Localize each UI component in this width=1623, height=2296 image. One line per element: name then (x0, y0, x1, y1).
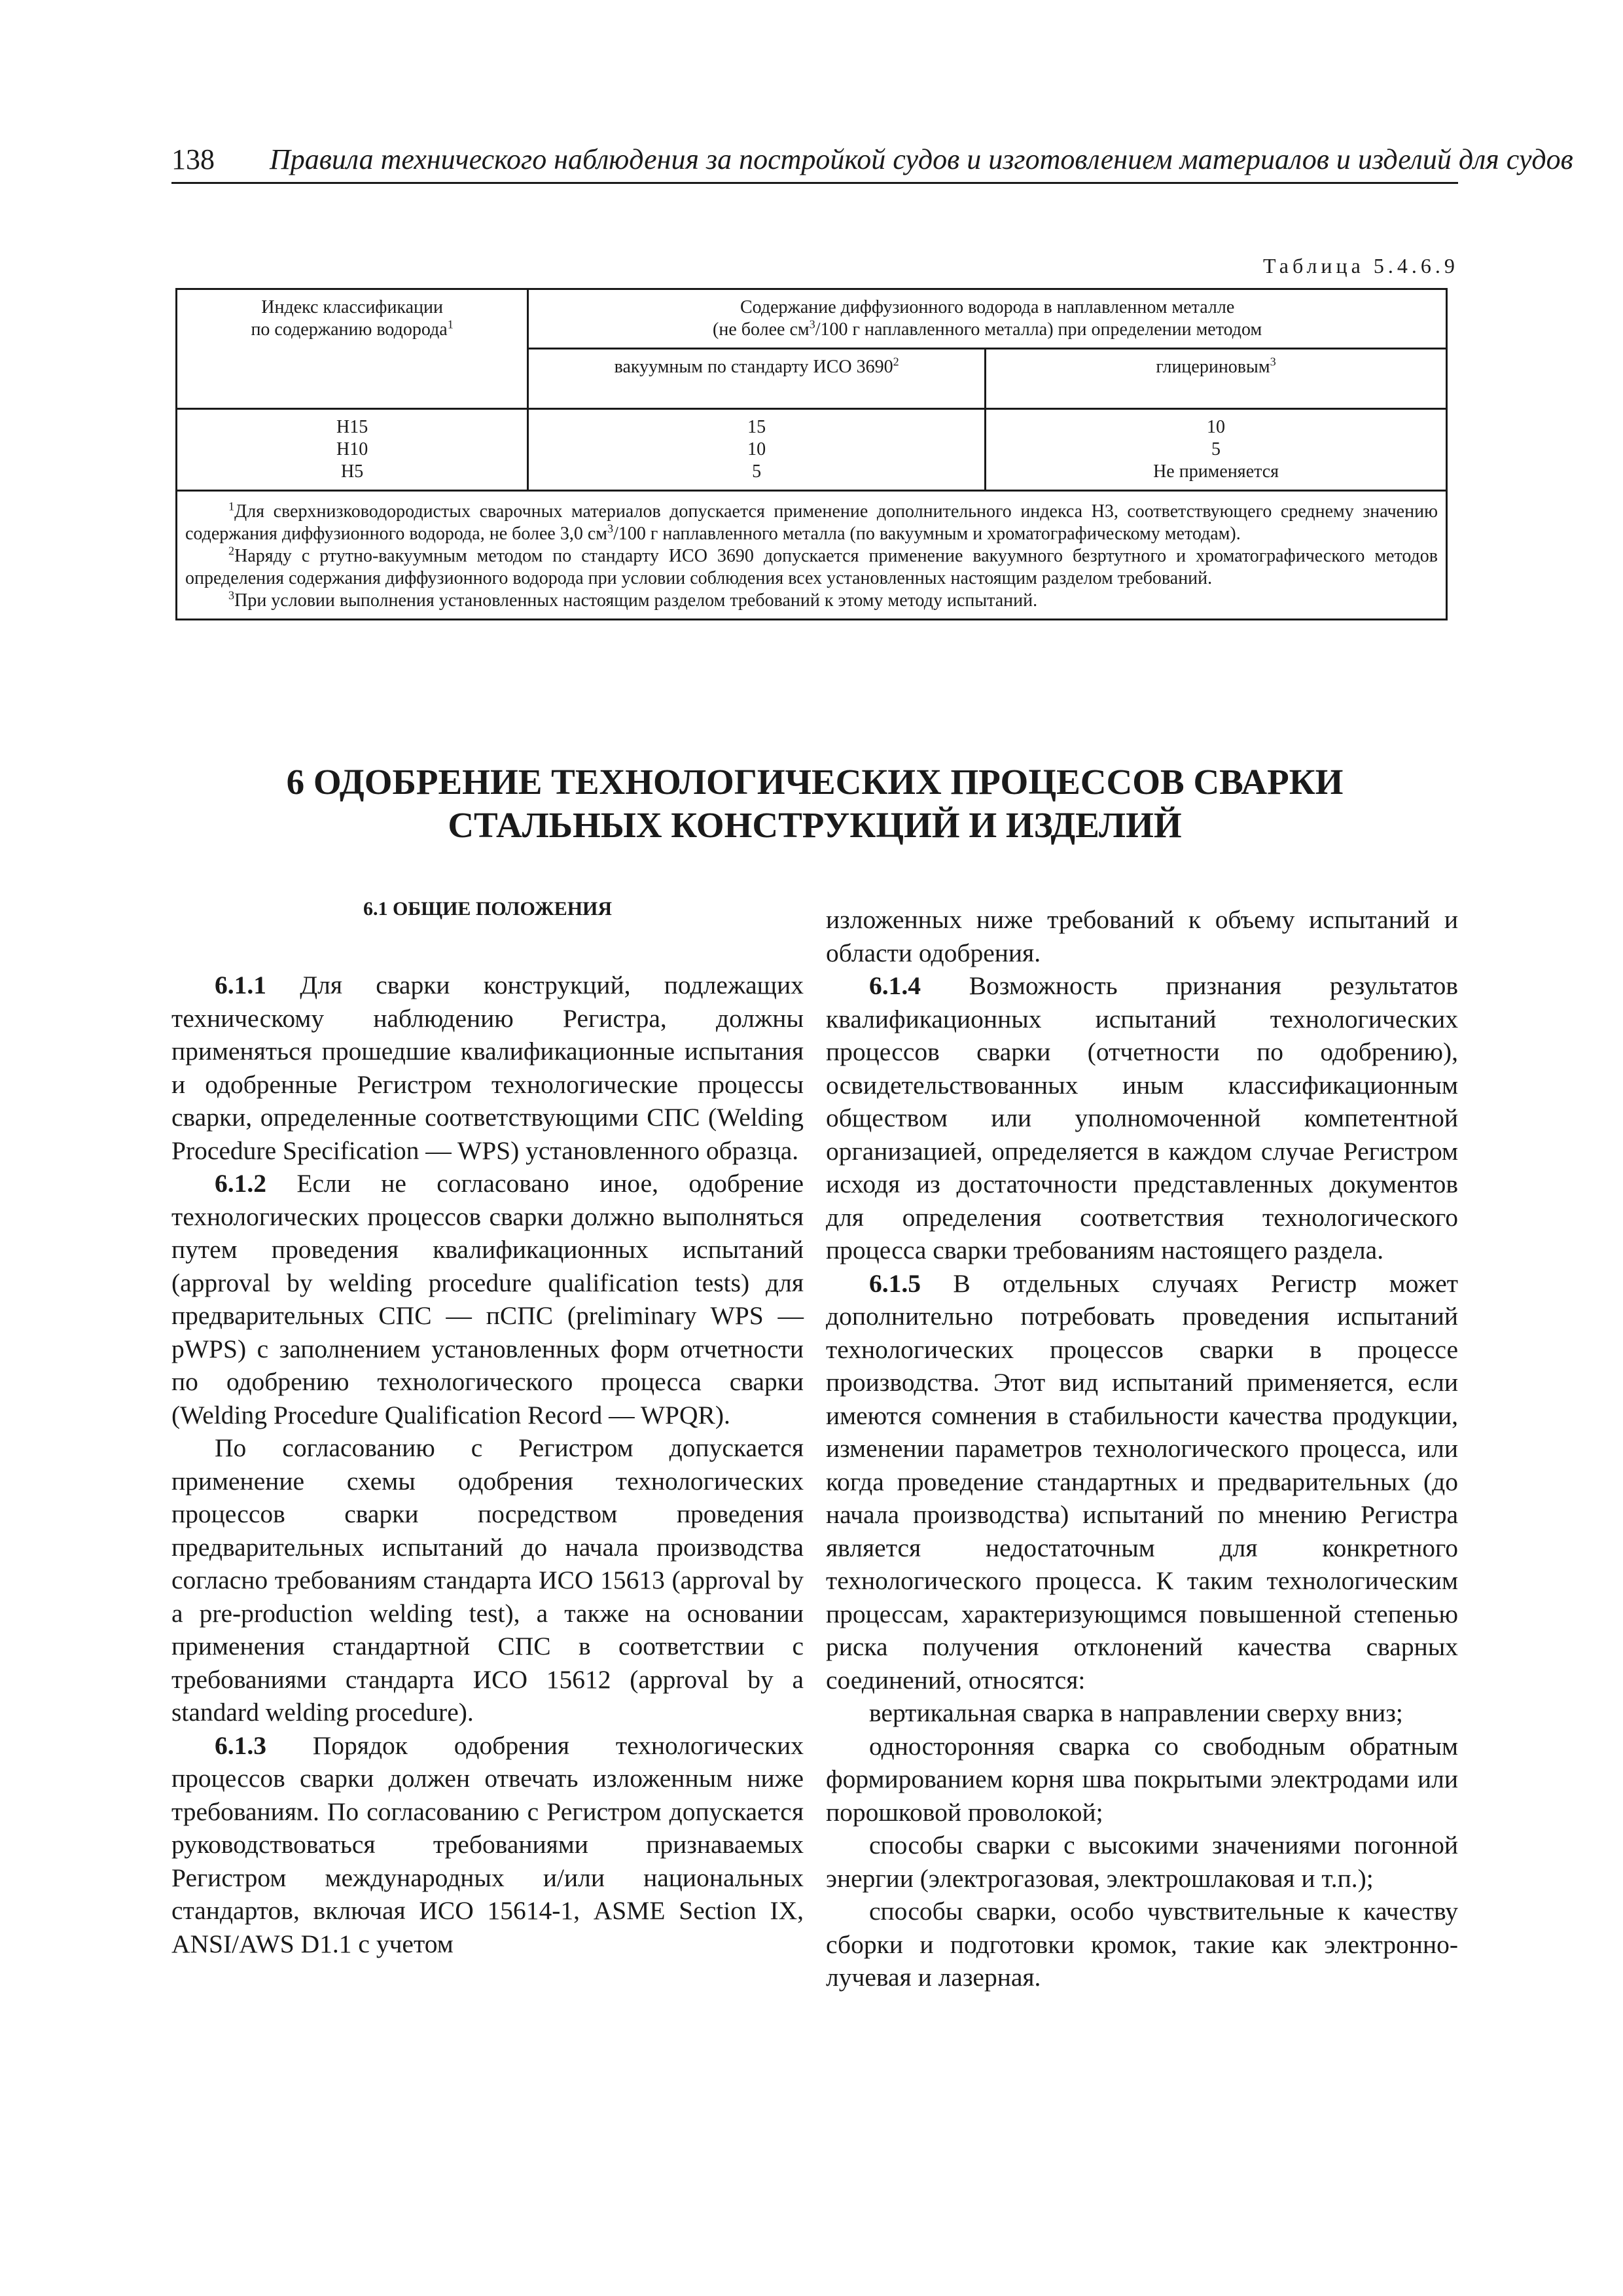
col-header-index: Индекс классификации по содержанию водорода$^1$ (177, 289, 528, 409)
paragraph-6-1-5: 6.1.5 В отдельных случаях Регистр может дополнительно потребовать проведения испытаний технологических процессов сварки в процессе производства. Этот вид испытаний применяется, если имеются сомнения в стабильности качества продукции, изменении параметров технологического процесса, или когда проведение стандартных и предварительных (до начала производства) испытаний по мнению Регистра является недостаточным для конкретного технологического процесса. К таким технологическим процессам, характеризующимся повышенной степенью риска получения отклонений качества сварных соединений, относятся: (826, 1268, 1458, 1695)
paragraph-6-1-3: 6.1.3 Порядок одобрения технологических процессов сварки должен отвечать изложенным ниже требованиям. По согласованию с Регистром допускается руководствоваться требованиями признаваемых Регистром международных и/или национальных стандартов, включая ИСО 15614-1, ASME Section IX, ANSI/AWS D1.1 с учетом (171, 1731, 804, 1958)
running-head: Правила технического наблюдения за постройкой судов и изготовлением материалов и изделий для судов (270, 143, 1573, 175)
section-heading: 6.1 ОБЩИЕ ПОЛОЖЕНИЯ (363, 898, 613, 920)
vacuum-cell: 15 10 5 (528, 409, 986, 491)
list-item: односторонняя сварка со свободным обратным формированием корня шва покрытыми электродами или порошковой проволокой; (826, 1731, 1458, 1827)
paragraph-6-1-4: 6.1.4 Возможность признания результатов квалификационных испытаний технологических процессов сварки (отчетности по одобрению), освидетельствованных иным классификационным обществом или уполномоченной компетентной организацией, определяется в каждом случае Регистром исходя из достаточности представленных документов для определения соответствия технологического процесса сварки требованиям настоящего раздела. (826, 971, 1458, 1265)
list-item: способы сварки с высокими значениями погонной энергии (электрогазовая, электрошлаковая и т.п.); (826, 1831, 1458, 1893)
paragraph-6-1-3-continued: изложенных ниже требований к объему испытаний и области одобрения. (826, 905, 1458, 967)
paragraph-6-1-2-b: По согласованию с Регистром допускается применение схемы одобрения технологических процессов сварки посредством проведения предварительных испытаний до начала производства согласно требованиям стандарта ИСО 15613 (approval by a pre-production welding test), а также на основании применения стандартной СПС в соответствии с требованиями стандарта ИСО 15612 (approval by a standard welding procedure). (171, 1433, 804, 1727)
glycerin-cell: 10 5 Не применяется (986, 409, 1447, 491)
footnote-1: $^1$Для сверхнизководородистых сварочных материалов допускается применение дополнительного индекса H3, соответствующего среднему значению содержания диффузионного водорода, не более 3,0 $см^3/100$ г наплавленного металла (по вакуумным и хроматографическому методам). (185, 499, 1438, 544)
page-number: 138 (171, 143, 215, 175)
footnote-2: $^2$Наряду с ртутно-вакуумным методом по стандарту ИСО 3690 допускается применение вакуумного безртутного и хроматографического методов определения содержания диффузионного водорода при условии соблюдения всех установленных настоящим разделом требований. (185, 544, 1438, 588)
table-row (177, 409, 1447, 491)
paragraph-6-1-2: 6.1.2 Если не согласовано иное, одобрение технологических процессов сварки должно выполняться путем проведения квалификационных испытаний (approval by welding procedure qualification tests) для предварительных СПС — пСПС (preliminary WPS — pWPS) с заполнением установленных форм отчетности по одобрению технологического процесса сварки (Welding Procedure Qualification Record — WPQR). (171, 1169, 804, 1429)
col-header-glycerin: глицериновым$^3$ (986, 349, 1447, 409)
index-cell: H15 H10 H5 (177, 409, 528, 491)
left-column (171, 969, 804, 1960)
right-column (826, 903, 1458, 1994)
chapter-title: 6 ОДОБРЕНИЕ ТЕХНОЛОГИЧЕСКИХ ПРОЦЕССОВ СВАРКИ СТАЛЬНЫХ КОНСТРУКЦИЙ И ИЗДЕЛИЙ (286, 762, 1344, 845)
col-header-vacuum: вакуумным по стандарту ИСО 3690$^2$ (528, 349, 986, 409)
list-item: вертикальная сварка в направлении сверху вниз; (869, 1698, 1403, 1727)
col-header-hydrogen-content: Содержание диффузионного водорода в наплавленном металле (не более $см^3/100$ г наплавленного металла) при определении методом (528, 289, 1447, 349)
hydrogen-content-table (175, 288, 1448, 620)
paragraph-6-1-1: 6.1.1 Для сварки конструкций, подлежащих техническому наблюдению Регистра, должны применяться прошедшие квалификационные испытания и одобренные Регистром технологические процессы сварки, определенные соответствующими СПС (Welding Procedure Specification — WPS) установленного образца. (171, 971, 804, 1165)
header-rule (171, 182, 1458, 184)
table-caption: Таблица 5.4.6.9 (1263, 254, 1459, 278)
footnote-3: $^3$При условии выполнения установленных настоящим разделом требований к этому методу испытаний. (228, 588, 1038, 611)
table-footnotes (177, 491, 1447, 620)
list-item: способы сварки, особо чувствительные к качеству сборки и подготовки кромок, такие как электронно-лучевая и лазерная. (826, 1897, 1458, 1992)
